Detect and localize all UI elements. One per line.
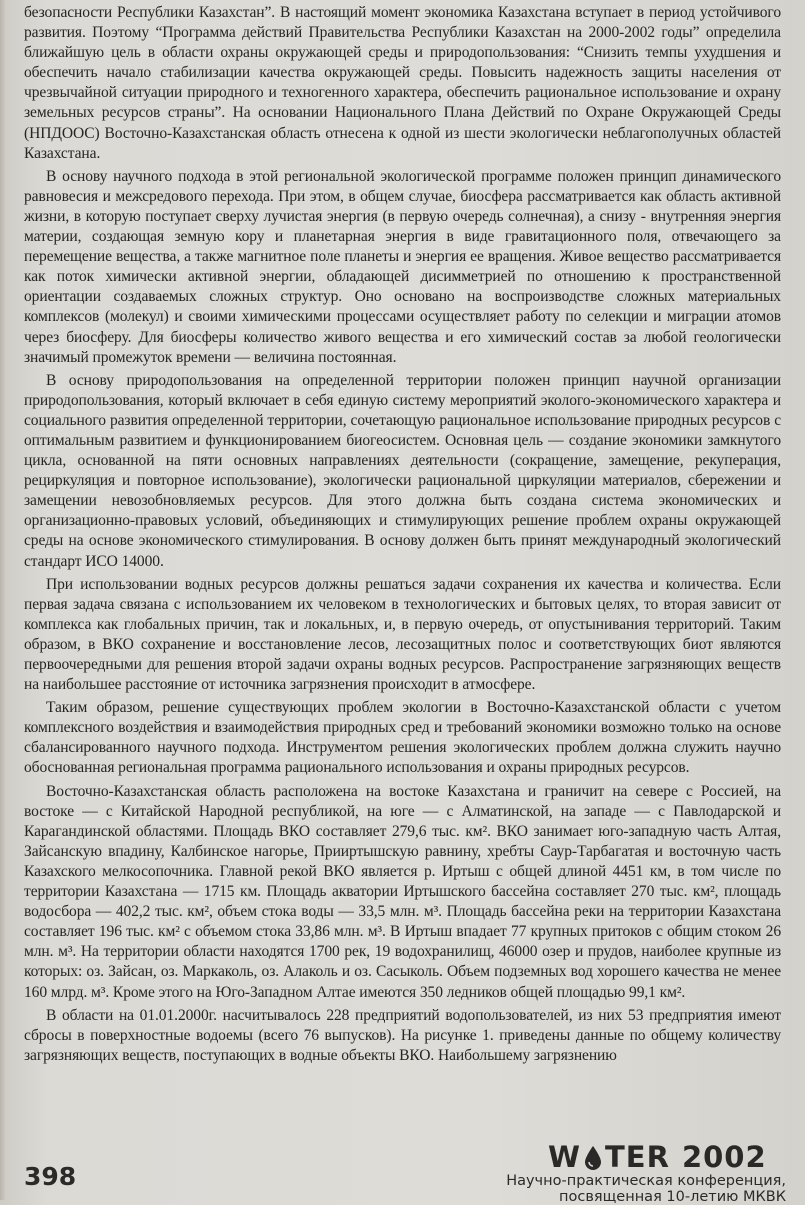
paragraph: При использовании водных ресурсов должны решаться задачи сохранения их качества и количества. Если первая задача связана с использованием их человеком в технологических и бытовых целях, то вторая зависит от комплекса как глобальных причин, так и локальных, и, в первую очередь, от опустынивания территорий. Таким образом, в ВКО сохранение и восстановление лесов, лесозащитных полос и соответствующих биот являются первоочередными для решения второй задачи охраны водных ресурсов. Распространение загрязняющих веществ на наибольшее расстояние от источника загрязнения происходит в атмосфере. (24, 575, 781, 694)
logo-year: 2002 (681, 1140, 767, 1174)
paragraph: безопасности Республики Казахстан”. В настоящий момент экономика Казахстана вступает в период устойчивого развития. Поэтому “Программа действий Правительства Республики Казахстан на 2000-2002 годы” определила ближайшую цель в области охраны окружающей среды и природопользования: “Снизить темпы ухудшения и обеспечить начало стабилизации качества окружающей среды. Повысить надежность защиты населения от чрезвычайной ситуации природного и техногенного характера, обеспечить рациональное использование и охрану земельных ресурсов страны”. На основании Национального Плана Действий по Охране Окружающей Среды (НПДООС) Восточно-Казахстанская область отнесена к одной из шести экологически неблагополучных областей Казахстана. (24, 4, 781, 162)
logo-text-left: W (548, 1140, 581, 1174)
paragraph: В основу научного подхода в этой региональной экологической программе положен принцип динамического равновесия и межсредового перехода. При этом, в общем случае, биосфера рассматривается как область активной жизни, в которую поступает сверху лучистая энергия (в первую очередь солнечная), а снизу - внутренняя энергия материи, создающая земную кору и планетарная энергия в виде гравитационного поля, отвечающего за перемещение вещества, а также магнитное поле планеты и энергия ее вращения. Живое вещество рассматривается как поток химически активной энергии, обладающей дисимметрией по отношению к пространственной ориентации создаваемых сложных структур. Оно основано на воспроизводстве сложных материальных комплексов (молекул) и своими химическими процессами осуществляет работу по селекции и миграции атомов через биосферу. Для биосферы количество живого вещества и его химический состав за любой геологически значимый промежуток времени — величина постоянная. (24, 167, 781, 366)
conference-logo (548, 1140, 767, 1174)
conference-title: Научно-практическая конференция, (506, 1173, 786, 1189)
page-number: 398 (24, 1162, 77, 1191)
page-edge (0, 0, 6, 1200)
paragraph: Таким образом, решение существующих проблем экологии в Восточно-Казахстанской области с учетом комплексного воздействия и взаимодействия природных сред и требований экономики возможно только на основе сбалансированного научного подхода. Инструментом решения экологических проблем должна служить научно обоснованная региональная программа рационального использования и охраны природных ресурсов. (24, 699, 781, 777)
page-footer (0, 1140, 805, 1205)
paragraph: В основу природопользования на определенной территории положен принцип научной организации природопользования, который включает в себя единую систему мероприятий эколого-экономического характера и социального развития определенной территории, сочетающую рациональное использование природных ресурсов с оптимальным развитием и функционированием биогеосистем. Основная цель — создание экономики замкнутого цикла, основанной на пяти основных направлениях деятельности (сокращение, замещение, рекуперация, рециркуляция и повторное использование), экологически рациональной циркуляции материалов, сбережении и замещении невозобновляемых ресурсов. Для этого должна быть создана система экономических и организационно-правовых условий, объединяющих и стимулирующих решение проблем охраны окружающей среды на основе экономического стимулирования. В основу должен быть принят международный экологический стандарт ИСО 14000. (24, 371, 781, 570)
paragraph: В области на 01.01.2000г. насчитывалось 228 предприятий водопользователей, из них 53 предприятия имеют сбросы в поверхностные водоемы (всего 76 выпусков). На рисунке 1. приведены данные по общему количеству загрязняющих веществ, поступающих в водные объекты ВКО. Наибольшему загрязнению (24, 1006, 781, 1064)
body-text (24, 3, 781, 1066)
conference-subtitle: посвященная 10-летию МКВК (559, 1189, 786, 1205)
water-drop-icon (583, 1144, 603, 1170)
logo-text-right: TER (605, 1140, 670, 1174)
paragraph: Восточно-Казахстанская область расположена на востоке Казахстана и граничит на севере с Россией, на востоке — с Китайской Народной республикой, на юге — с Алматинской, на западе — с Павлодарской и Карагандинской областями. Площадь ВКО составляет 279,6 тыс. км². ВКО занимает юго-западную часть Алтая, Зайсанскую впадину, Калбинское нагорье, Прииртышскую равнину, хребты Саур-Тарбагатая и восточную часть Казахского мелкосопочника. Главной рекой ВКО является р. Иртыш с общей длиной 4451 км, в том числе по территории Казахстана — 1715 км. Площадь акватории Иртышского бассейна составляет 270 тыс. км², площадь водосбора — 402,2 тыс. км², объем стока воды — 33,5 млн. м³. Площадь бассейна реки на территории Казахстана составляет 196 тыс. км² с объемом стока 33,86 млн. м³. В Иртыш впадает 77 крупных притоков с общим стоком 26 млн. м³. На территории области находятся 1700 рек, 19 водохранилищ, 46000 озер и прудов, наиболее крупные из которых: оз. Зайсан, оз. Маркаколь, оз. Алаколь и оз. Сасыколь. Объем подземных вод хорошего качества не менее 160 млрд. м³. Кроме этого на Юго-Западном Алтае имеются 350 ледников общей площадью 99,1 км². (24, 782, 781, 1001)
